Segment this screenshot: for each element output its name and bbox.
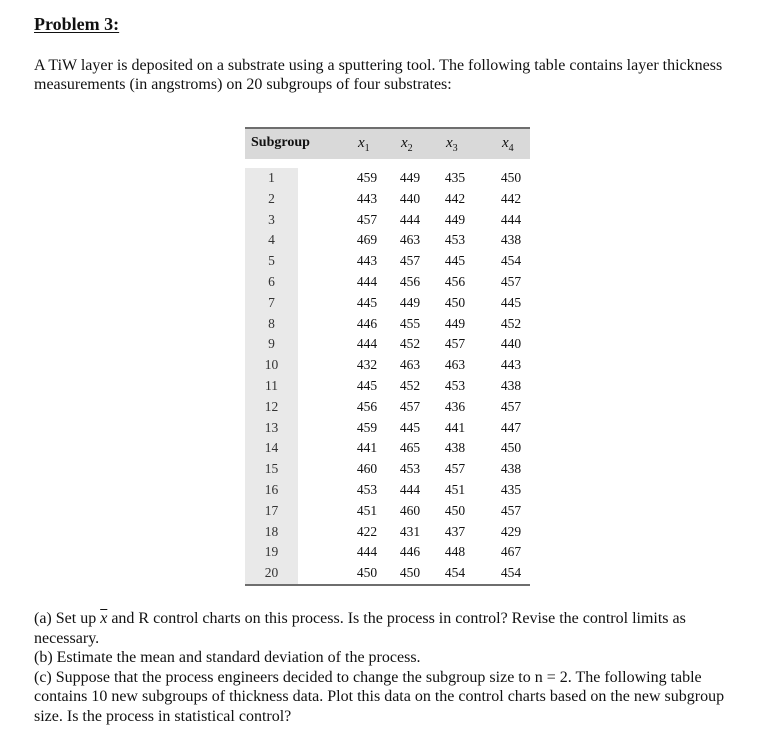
table-row — [245, 355, 530, 376]
table-row — [245, 334, 530, 355]
table-body — [245, 168, 530, 584]
value-cell-x3: 463 — [444, 357, 466, 373]
value-cell-x3: 441 — [444, 419, 466, 435]
value-cell-x1: 460 — [356, 461, 378, 477]
table-row — [245, 210, 530, 231]
value-cell-x3: 454 — [444, 565, 466, 581]
header-x1: $x_1$ — [358, 135, 370, 154]
value-cell-x1: 432 — [356, 357, 378, 373]
thickness-table — [245, 127, 530, 586]
value-cell-x1: 456 — [356, 398, 378, 414]
value-cell-x4: 438 — [500, 377, 522, 393]
table-row — [245, 480, 530, 501]
value-cell-x2: 452 — [399, 377, 421, 393]
table-row — [245, 501, 530, 522]
value-cell-x4: 438 — [500, 232, 522, 248]
value-cell-x3: 436 — [444, 398, 466, 414]
value-cell-x2: 431 — [399, 523, 421, 539]
subgroup-cell: 5 — [245, 251, 298, 272]
value-cell-x3: 457 — [444, 461, 466, 477]
subgroup-cell: 11 — [245, 376, 298, 397]
table-row — [245, 293, 530, 314]
value-cell-x1: 444 — [356, 544, 378, 560]
subgroup-cell: 3 — [245, 210, 298, 231]
header-x3: $x_3$ — [446, 135, 458, 154]
value-cell-x4: 450 — [500, 440, 522, 456]
subgroup-cell: 7 — [245, 293, 298, 314]
value-cell-x2: 444 — [399, 211, 421, 227]
value-cell-x3: 442 — [444, 190, 466, 206]
value-cell-x2: 444 — [399, 481, 421, 497]
value-cell-x2: 460 — [399, 502, 421, 518]
value-cell-x3: 438 — [444, 440, 466, 456]
value-cell-x1: 450 — [356, 565, 378, 581]
header-x2: $x_2$ — [401, 135, 413, 154]
value-cell-x4: 440 — [500, 336, 522, 352]
problem-title: Problem 3: — [34, 14, 120, 34]
header-x4: $x_4$ — [502, 135, 514, 154]
value-cell-x4: 438 — [500, 461, 522, 477]
subgroup-cell: 10 — [245, 355, 298, 376]
value-cell-x1: 441 — [356, 440, 378, 456]
subgroup-cell: 13 — [245, 418, 298, 439]
value-cell-x4: 443 — [500, 357, 522, 373]
value-cell-x1: 444 — [356, 336, 378, 352]
value-cell-x3: 450 — [444, 294, 466, 310]
question-a: (a) Set up $\overline{x}$ and R control charts on this process. Is the process in control? Revise the control limits as necessary. — [34, 610, 686, 647]
table-row — [245, 459, 530, 480]
problem-intro: A TiW layer is deposited on a substrate using a sputtering tool. The following table contains layer thickness measurements (in angstroms) on 20 subgroups of four substrates: — [34, 57, 723, 93]
value-cell-x1: 445 — [356, 294, 378, 310]
value-cell-x4: 442 — [500, 190, 522, 206]
subgroup-cell: 18 — [245, 522, 298, 543]
value-cell-x2: 463 — [399, 357, 421, 373]
value-cell-x4: 444 — [500, 211, 522, 227]
value-cell-x4: 450 — [500, 170, 522, 185]
value-cell-x2: 465 — [399, 440, 421, 456]
subgroup-cell: 14 — [245, 438, 298, 459]
table-row — [245, 272, 530, 293]
subgroup-cell: 12 — [245, 397, 298, 418]
value-cell-x4: 435 — [500, 481, 522, 497]
value-cell-x2: 463 — [399, 232, 421, 248]
value-cell-x4: 445 — [500, 294, 522, 310]
questions — [34, 609, 754, 726]
subgroup-cell: 20 — [245, 563, 298, 584]
subgroup-cell: 4 — [245, 230, 298, 251]
table-row — [245, 542, 530, 563]
value-cell-x3: 453 — [444, 232, 466, 248]
table-row — [245, 230, 530, 251]
subgroup-cell: 9 — [245, 334, 298, 355]
value-cell-x2: 449 — [399, 170, 421, 185]
value-cell-x3: 448 — [444, 544, 466, 560]
value-cell-x1: 443 — [356, 253, 378, 269]
value-cell-x4: 457 — [500, 502, 522, 518]
table-row — [245, 522, 530, 543]
table-row — [245, 438, 530, 459]
value-cell-x4: 429 — [500, 523, 522, 539]
subgroup-cell: 17 — [245, 501, 298, 522]
value-cell-x3: 456 — [444, 273, 466, 289]
value-cell-x4: 454 — [500, 253, 522, 269]
value-cell-x3: 449 — [444, 315, 466, 331]
subgroup-cell: 6 — [245, 272, 298, 293]
table-row — [245, 397, 530, 418]
value-cell-x2: 457 — [399, 253, 421, 269]
value-cell-x1: 443 — [356, 190, 378, 206]
value-cell-x3: 450 — [444, 502, 466, 518]
subgroup-cell: 8 — [245, 314, 298, 335]
value-cell-x1: 457 — [356, 211, 378, 227]
value-cell-x2: 445 — [399, 419, 421, 435]
table-header — [245, 127, 530, 159]
value-cell-x2: 453 — [399, 461, 421, 477]
value-cell-x2: 446 — [399, 544, 421, 560]
value-cell-x3: 437 — [444, 523, 466, 539]
value-cell-x1: 422 — [356, 523, 378, 539]
value-cell-x4: 454 — [500, 565, 522, 581]
subgroup-cell: 16 — [245, 480, 298, 501]
table-row — [245, 563, 530, 584]
table-row — [245, 189, 530, 210]
subgroup-cell: 19 — [245, 542, 298, 563]
value-cell-x2: 449 — [399, 294, 421, 310]
value-cell-x1: 445 — [356, 377, 378, 393]
value-cell-x3: 453 — [444, 377, 466, 393]
table-bottom-rule — [245, 584, 530, 586]
value-cell-x2: 456 — [399, 273, 421, 289]
value-cell-x2: 455 — [399, 315, 421, 331]
subgroup-cell: 15 — [245, 459, 298, 480]
value-cell-x3: 457 — [444, 336, 466, 352]
value-cell-x3: 451 — [444, 481, 466, 497]
value-cell-x1: 453 — [356, 481, 378, 497]
value-cell-x3: 435 — [444, 170, 466, 185]
value-cell-x3: 449 — [444, 211, 466, 227]
header-subgroup: Subgroup — [251, 135, 310, 150]
value-cell-x4: 457 — [500, 398, 522, 414]
value-cell-x4: 452 — [500, 315, 522, 331]
value-cell-x4: 457 — [500, 273, 522, 289]
subgroup-cell: 2 — [245, 189, 298, 210]
value-cell-x2: 440 — [399, 190, 421, 206]
value-cell-x1: 446 — [356, 315, 378, 331]
table-row — [245, 251, 530, 272]
subgroup-cell: 1 — [245, 168, 298, 189]
value-cell-x4: 447 — [500, 419, 522, 435]
value-cell-x3: 445 — [444, 253, 466, 269]
value-cell-x2: 452 — [399, 336, 421, 352]
table-row — [245, 376, 530, 397]
xbar-symbol: $\overline{x}$ — [100, 610, 108, 627]
value-cell-x4: 467 — [500, 544, 522, 560]
value-cell-x2: 457 — [399, 398, 421, 414]
question-c: (c) Suppose that the process engineers decided to change the subgroup size to n = 2. The following table contains 10 new subgroups of thickness data. Plot this data on the control charts based on the new subgroup size. Is the process in statistical control? — [34, 668, 725, 725]
value-cell-x1: 451 — [356, 502, 378, 518]
value-cell-x1: 459 — [356, 170, 378, 185]
question-b: (b) Estimate the mean and standard deviation of the process. — [34, 649, 421, 666]
value-cell-x1: 444 — [356, 273, 378, 289]
value-cell-x1: 459 — [356, 419, 378, 435]
table-row — [245, 314, 530, 335]
value-cell-x2: 450 — [399, 565, 421, 581]
table-row — [245, 168, 530, 189]
table-row — [245, 418, 530, 439]
value-cell-x1: 469 — [356, 232, 378, 248]
